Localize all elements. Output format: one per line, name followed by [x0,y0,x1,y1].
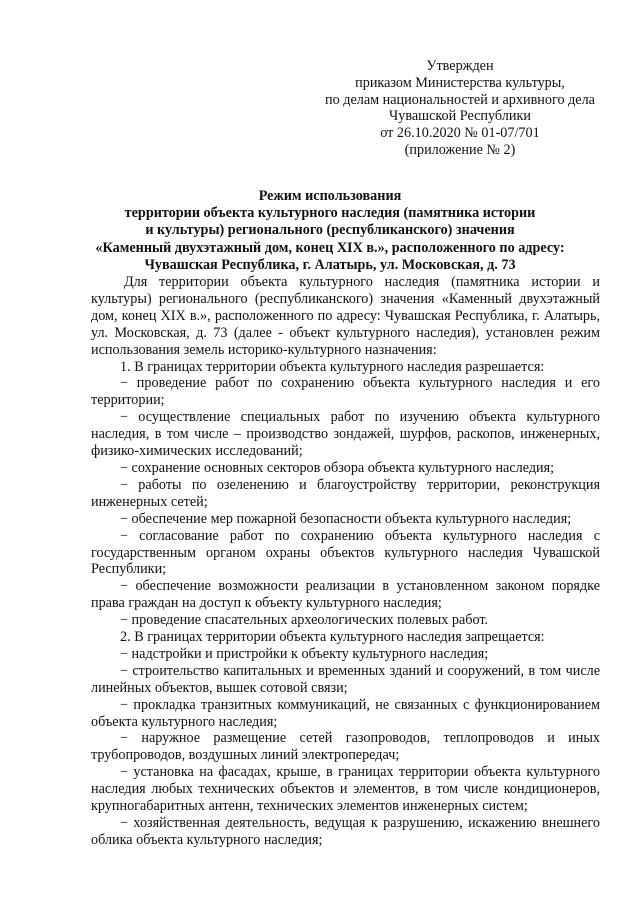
section-1-heading: 1. В границах территории объекта культурного наследия разрешается: [120,358,545,375]
title-line: Режим использования [258,188,402,204]
approval-line: Чувашской Республики [389,108,531,125]
document-body [91,274,600,849]
approval-line: от 26.10.2020 № 01-07/701 [380,125,540,142]
approval-block [300,58,620,159]
permitted-item: − обеспечение мер пожарной безопасности объекта культурного наследия; [120,510,572,527]
prohibited-item: − строительство капитальных и временных зданий и сооружений, в том числе линейных объектов, вышек сотовой связи; [91,662,600,696]
approval-line: Утвержден [426,58,494,74]
title-line: «Каменный двухэтажный дом, конец XIX в.», расположенного по адресу: [95,239,565,256]
permitted-item: − обеспечение возможности реализации в установленном законом порядке права граждан на доступ к объекту культурного наследия; [91,578,600,612]
prohibited-item: − прокладка транзитных коммуникаций, не связанных с функционированием объекта культурного наследия; [91,696,600,730]
prohibited-item: − надстройки и пристройки к объекту культурного наследия; [120,645,489,662]
permitted-item: − согласование работ по сохранению объекта культурного наследия с государственным органом охраны объектов культурного наследия Чувашской Республики; [91,527,600,578]
prohibited-item: − установка на фасадах, крыше, в границах территории объекта культурного наследия любых технических объектов и элементов, в том числе кондиционеров, крупногабаритных антенн, технических элементов инженерных систем; [91,764,600,815]
approval-line: по делам национальностей и архивного дела [325,91,595,108]
permitted-item: − осуществление специальных работ по изучению объекта культурного наследия, в том числе – производство зондажей, шурфов, раскопов, инженерных, физико-химических исследований; [91,409,600,460]
intro-paragraph: Для территории объекта культурного наследия (памятника истории и культуры) регионального (республиканского) значения «Каменный двухэтажный дом, конец XIX в.», расположенного по адресу: Чувашская Республика, г. Алатырь, ул. Московская, д. 73 (далее - объект культурного наследия), установлен режим использования земель историко-культурного назначения: [91,274,600,358]
section-2-heading: 2. В границах территории объекта культурного наследия запрещается: [120,629,545,646]
permitted-item: − проведение работ по сохранению объекта культурного наследия и его территории; [91,375,600,409]
permitted-item: − проведение спасательных археологических полевых работ. [120,612,489,629]
document-title [60,188,600,274]
permitted-item: − работы по озеленению и благоустройству территории, реконструкция инженерных сетей; [91,476,600,510]
title-line: и культуры) регионального (республиканского) значения [145,222,515,239]
title-line: территории объекта культурного наследия (памятника истории [124,205,536,222]
approval-line: приказом Министерства культуры, [355,74,565,91]
title-line: Чувашская Республика, г. Алатырь, ул. Московская, д. 73 [144,256,516,273]
prohibited-item: − хозяйственная деятельность, ведущая к разрушению, искажению внешнего облика объекта культурного наследия; [91,815,600,848]
approval-line: (приложение № 2) [404,141,516,158]
permitted-item: − сохранение основных секторов обзора объекта культурного наследия; [120,459,555,476]
prohibited-item: − наружное размещение сетей газопроводов, теплопроводов и иных трубопроводов, воздушных линий электропередач; [91,730,600,764]
